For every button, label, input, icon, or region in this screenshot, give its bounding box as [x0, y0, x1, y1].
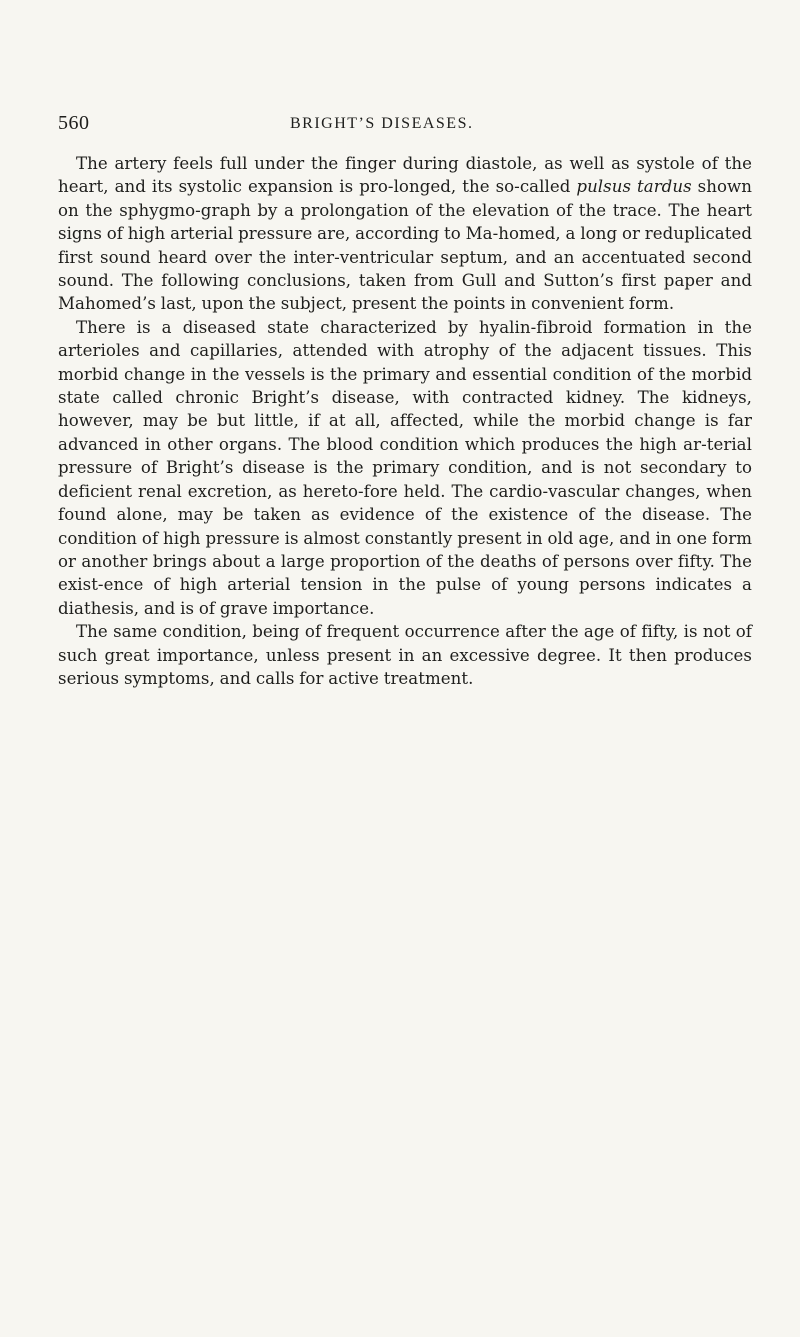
body-text — [58, 152, 752, 690]
paragraph-1-text-b: shown on the sphygmo-graph by a prolongation of the elevation of the trace. The heart signs of high arterial pressure are, according to Ma-homed, a long or reduplicated first sound heard over the inter-ventricular septum, and an accentuated second sound. The following conclusions, taken from Gull and Sutton’s first paper and Mahomed’s last, upon the subject, present the points in convenient form. — [58, 177, 752, 314]
running-title: BRIGHT’S DISEASES. — [290, 115, 474, 132]
paragraph-2: There is a diseased state characterized by hyalin-fibroid formation in the arterioles and capillaries, attended with atrophy of the adjacent tissues. This morbid change in the vessels is the primary and essential condition of the morbid state called chronic Bright’s disease, with contracted kidney. The kidneys, however, may be but little, if at all, affected, while the morbid change is far advanced in other organs. The blood condition which produces the high ar-terial pressure of Bright’s disease is the primary condition, and is not secondary to deficient renal excretion, as hereto-fore held. The cardio-vascular changes, when found alone, may be taken as evidence of the existence of the disease. The condition of high pressure is almost constantly present in old age, and in one form or another brings about a large proportion of the deaths of persons over fifty. The exist-ence of high arterial tension in the pulse of young persons indicates a diathesis, and is of grave importance. — [58, 317, 752, 618]
page-number: 560 — [58, 112, 90, 134]
paragraph-1 — [58, 152, 752, 316]
paragraph-3: The same condition, being of frequent occurrence after the age of fifty, is not of such great importance, unless present in an excessive degree. It then produces serious symptoms, and calls for active treatment. — [58, 622, 752, 688]
running-head — [58, 112, 754, 142]
paragraph-1-text-a: The artery feels full under the finger during diastole, as well as systole of the heart, and its systolic expansion is pro-longed, the so-called — [58, 154, 752, 197]
italic-term: pulsus tardus — [576, 177, 692, 197]
